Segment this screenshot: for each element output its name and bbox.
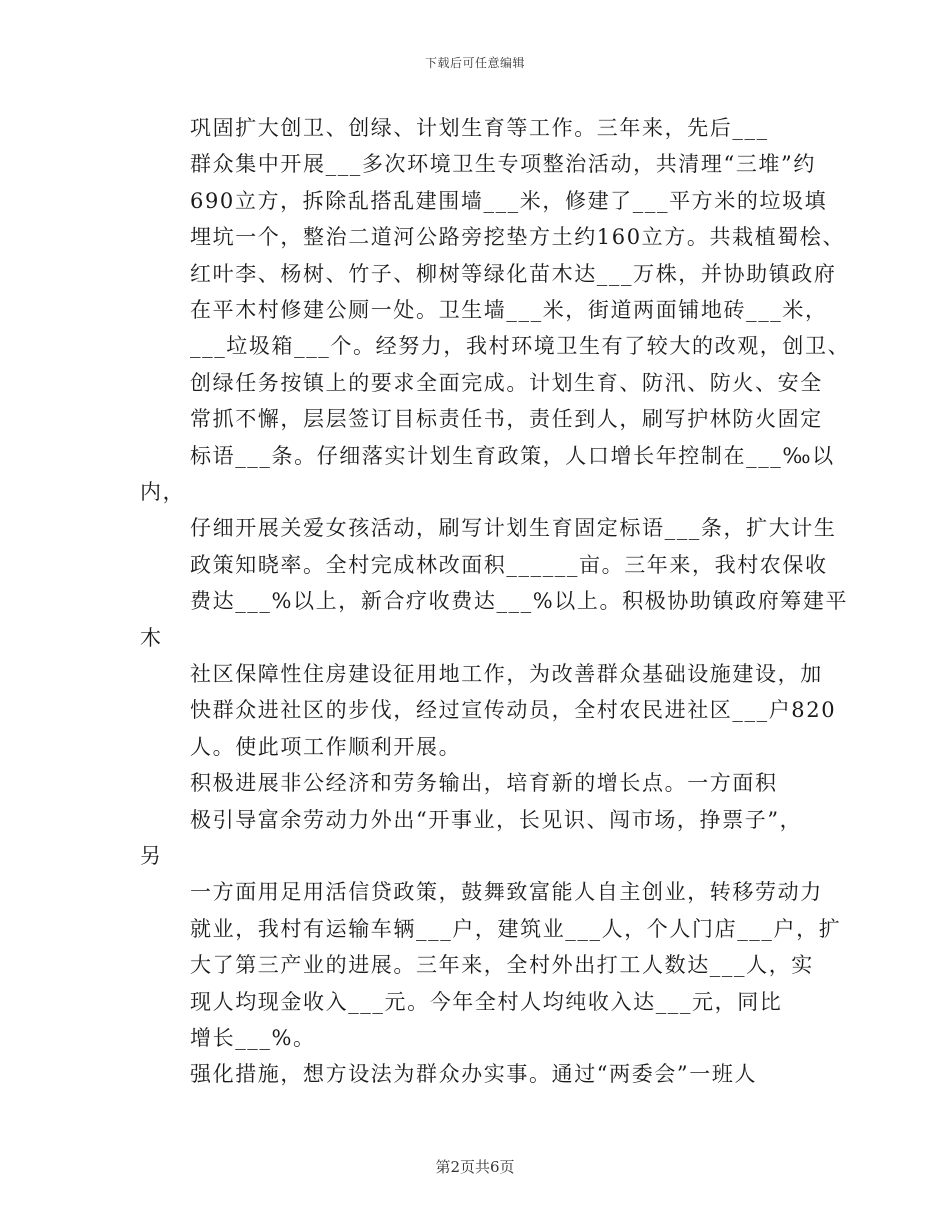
text-line: 增长___%。 xyxy=(190,1026,316,1050)
text-line: 仔细开展关爱女孩活动，刷写计划生育固定标语___条，扩大计生 xyxy=(190,516,837,541)
text-line: 木 xyxy=(140,625,163,650)
text-line: 内， xyxy=(140,480,186,504)
text-line: 极引导富余劳动力外出“开事业，长见识、闯市场，挣票子”， xyxy=(190,807,803,832)
text-line: 大了第三产业的进展。三年来，全村外出打工人数达___人，实 xyxy=(190,953,814,978)
text-line: 费达___%以上，新合疗收费达___%以上。积极协助镇政府筹建平 xyxy=(190,589,849,614)
text-line: 现人均现金收入___元。今年全村人均纯收入达___元，同比 xyxy=(190,989,783,1014)
text-line: 人。使此项工作顺利开展。 xyxy=(190,734,462,759)
text-line: 创绿任务按镇上的要求全面完成。计划生育、防汛、防火、安全 xyxy=(190,370,823,395)
page-header: 下载后可任意编辑 xyxy=(424,56,525,70)
text-line: 积极进展非公经济和劳务输出，培育新的增长点。一方面积 xyxy=(190,771,778,796)
text-line: 埋坑一个，整治二道河公路旁挖垫方土约160立方。共栽植蜀桧、 xyxy=(190,225,846,250)
text-line: 群众集中开展___多次环境卫生专项整治活动，共清理“三堆”约 xyxy=(190,152,816,177)
text-line: 巩固扩大创卫、创绿、计划生育等工作。三年来，先后___ xyxy=(190,116,769,140)
text-line: 一方面用足用活信贷政策，鼓舞致富能人自主创业，转移劳动力 xyxy=(190,880,823,905)
text-line: 快群众进社区的步伐，经过宣传动员，全村农民进社区___户820 xyxy=(190,698,837,723)
text-line: 690立方，拆除乱搭乱建围墙___米，修建了___平方米的垃圾填 xyxy=(190,188,828,213)
text-line: 另 xyxy=(140,844,163,868)
text-line: 在平木村修建公厕一处。卫生墙___米，街道两面铺地砖___米， xyxy=(190,298,828,322)
text-line: 政策知晓率。全村完成林改面积______亩。三年来，我村农保收 xyxy=(190,552,828,577)
text-line: 社区保障性住房建设征用地工作，为改善群众基础设施建设，加 xyxy=(190,662,823,686)
text-line: ___垃圾箱___个。经努力，我村环境卫生有了较大的改观，创卫、 xyxy=(190,334,851,359)
text-line: 常抓不懈，层层签订目标责任书，责任到人，刷写护林防火固定 xyxy=(190,407,823,432)
page-number: 第2页共6页 xyxy=(435,1158,515,1176)
text-line: 标语___条。仔细落实计划生育政策，人口增长年控制在___‰以 xyxy=(190,443,835,468)
text-line: 就业，我村有运输车辆___户，建筑业___人，个人门店___户，扩 xyxy=(190,916,842,941)
text-line: 强化措施，想方设法为群众办实事。通过“两委会”一班人 xyxy=(190,1062,758,1087)
text-line: 红叶李、杨树、竹子、柳树等绿化苗木达___万株，并协助镇政府 xyxy=(190,261,837,286)
